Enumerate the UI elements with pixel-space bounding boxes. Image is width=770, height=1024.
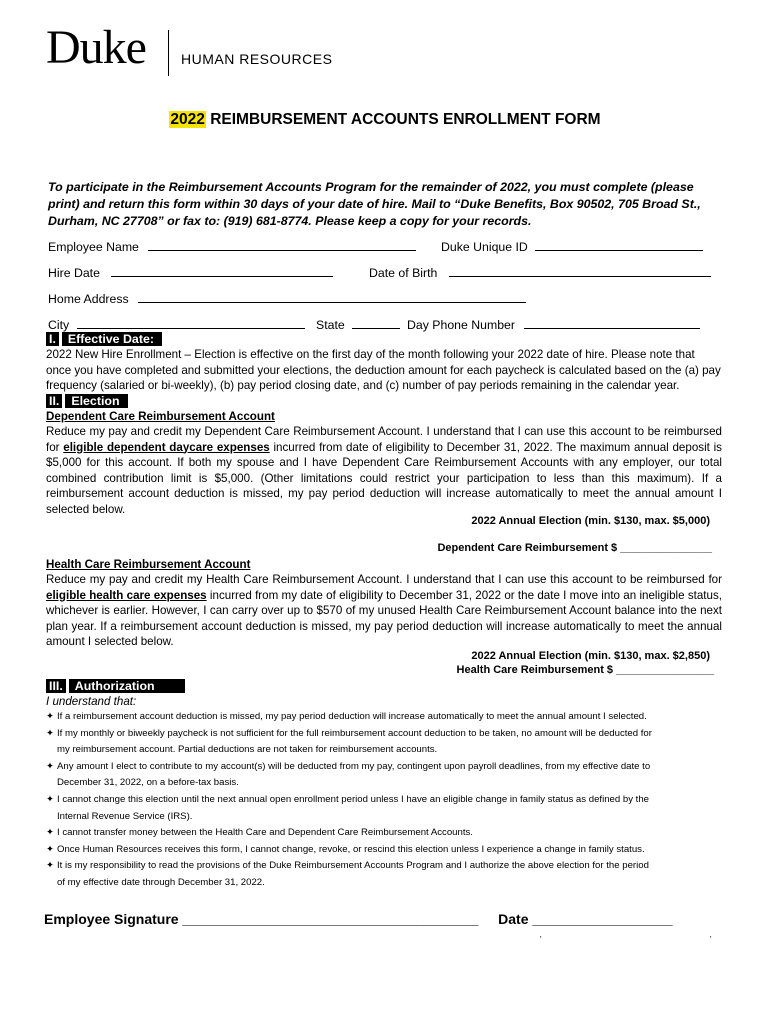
dependent-care-text-b: incurred from date of eligibility to December 31, 2022. The maximum annual deposit is $5,000 for this account. If both my spouse and I have Dependent Care Reimbursement Accounts with any employer, our total combined contribution limit is $5,000. (Other limitations could restrict your participation to less than this maximum). If a reimbursement account deduction is missed, my pay period deduction will increase automatically to meet the annual amount I selected below.	[46, 440, 722, 516]
state-field[interactable]	[352, 316, 400, 329]
authorization-intro: I understand that:	[46, 695, 137, 708]
health-annual-election: 2022 Annual Election (min. $130, max. $2,850)	[471, 650, 710, 662]
section-number: III.	[46, 679, 66, 693]
phone-row	[407, 316, 700, 333]
section-label: Effective Date:	[62, 332, 162, 346]
dependent-amount-field[interactable]: _______________	[620, 542, 712, 554]
section-number: II.	[46, 394, 62, 408]
employee-signature-label: Employee Signature	[44, 911, 179, 927]
list-item: ✦ If my monthly or biweekly paycheck is not sufficient for the full reimbursement account deduction to be taken, no amount will be deducted for my reimbursement account. Partial deductions are not taken for reimbursement accounts.	[46, 727, 652, 756]
date-label: Date	[498, 911, 529, 927]
health-amount-label: Health Care Reimbursement $	[456, 664, 614, 676]
phone-field[interactable]	[524, 316, 700, 329]
list-item: ✦ I cannot change this election until the next annual open enrollment period unless I have an eligible change in family status as defined by the Internal Revenue Service (IRS).	[46, 793, 650, 822]
section-effective-date-heading	[46, 332, 162, 346]
section-label: Election	[65, 394, 127, 408]
health-care-text-b: incurred from my date of eligibility to December 31, 2022 or the date I move into an ineligible status, whichever is earlier. However, I can carry over up to $570 of my unused Health Care Reimbursement Account balance into the next plan year. If a reimbursement account deduction is missed, my pay period deduction will increase automatically to meet the annual amount I selected below.	[46, 588, 722, 648]
list-item: ✦ If a reimbursement account deduction is missed, my pay period deduction will increase automatically to meet the annual amount I selected.	[46, 709, 721, 726]
dependent-annual-election: 2022 Annual Election (min. $130, max. $5,000)	[471, 515, 710, 527]
hire-date-field[interactable]	[111, 264, 333, 277]
city-field[interactable]	[77, 316, 305, 329]
star-bullet-icon: ✦	[46, 760, 55, 772]
star-bullet-icon: ✦	[46, 793, 55, 805]
employee-name-row	[48, 238, 416, 255]
dob-field[interactable]	[449, 264, 711, 277]
mark-dot: '	[540, 935, 542, 944]
health-amount-row	[457, 663, 714, 677]
star-bullet-icon: ✦	[46, 711, 55, 722]
dependent-amount-row	[437, 541, 712, 555]
logo-divider	[168, 30, 169, 76]
intro-instructions: To participate in the Reimbursement Accounts Program for the remainder of 2022, you must complete (please print) and return this form within 30 days of your date of hire. Mail to “Duke Benefits, Box 90502, 705 Broad St., Durham, NC 27708” or fax to: (919) 681-8774. Please keep a copy for your records.	[48, 180, 701, 228]
date-field[interactable]: __________________	[532, 911, 673, 927]
section-election-heading	[46, 394, 128, 408]
duke-id-field[interactable]	[535, 238, 703, 251]
section-label: Authorization	[69, 679, 185, 693]
dob-row	[369, 264, 711, 281]
dob-label: Date of Birth	[369, 266, 438, 280]
eligible-daycare-expenses-link[interactable]: eligible dependent daycare expenses	[63, 440, 270, 454]
home-address-label: Home Address	[48, 292, 129, 306]
dependent-care-heading: Dependent Care Reimbursement Account	[46, 410, 275, 423]
star-bullet-icon: ✦	[46, 860, 55, 872]
logo-subtitle: HUMAN RESOURCES	[181, 51, 333, 67]
list-item: ✦ I cannot transfer money between the Health Care and Dependent Care Reimbursement Accounts.	[46, 825, 721, 842]
dependent-care-text-a: Reduce my pay and credit my Dependent Care Reimbursement Account. I understand that I can use this account to be reimbursed for	[46, 425, 722, 454]
dependent-amount-label: Dependent Care Reimbursement $	[437, 542, 618, 554]
title-text: REIMBURSEMENT ACCOUNTS ENROLLMENT FORM	[210, 111, 601, 128]
list-item: ✦ Once Human Resources receives this form, I cannot change, revoke, or rescind this election unless I experience a change in family status.	[46, 842, 721, 859]
star-bullet-icon: ✦	[46, 827, 55, 839]
state-label: State	[316, 318, 345, 332]
hire-date-label: Hire Date	[48, 266, 100, 280]
duke-id-label: Duke Unique ID	[441, 240, 528, 254]
mark-dot: '	[710, 935, 712, 944]
star-bullet-icon: ✦	[46, 843, 55, 855]
phone-label: Day Phone Number	[407, 318, 515, 332]
employee-signature-field[interactable]: ______________________________________	[182, 911, 479, 927]
employee-name-label: Employee Name	[48, 240, 139, 254]
duke-logo: Duke	[46, 21, 146, 74]
dependent-care-text	[46, 424, 722, 517]
eligible-health-expenses-link[interactable]: eligible health care expenses	[46, 588, 207, 602]
hire-date-row	[48, 264, 333, 281]
employee-name-field[interactable]	[148, 238, 416, 251]
city-label: City	[48, 318, 70, 332]
list-item: ✦ Any amount I elect to contribute to my account(s) will be deducted from my pay, contingent upon payroll deadlines, from my effective date to December 31, 2022, on a before-tax basis.	[46, 760, 651, 789]
health-amount-field[interactable]: ________________	[616, 664, 714, 676]
title-year: 2022	[170, 111, 205, 128]
duke-id-row	[441, 238, 703, 255]
list-item: ✦ It is my responsibility to read the provisions of the Duke Reimbursement Accounts Program and I authorize the above election for the period of my effective date through December 31, 2022.	[46, 860, 649, 888]
health-care-text-a: Reduce my pay and credit my Health Care Reimbursement Account. I understand that I can use this account to be reimbursed for	[46, 573, 722, 586]
health-care-heading: Health Care Reimbursement Account	[46, 558, 251, 571]
home-address-field[interactable]	[138, 290, 526, 303]
signature-row	[44, 911, 673, 927]
authorization-bullet-list	[46, 709, 721, 892]
form-title	[0, 111, 770, 129]
section-authorization-heading	[46, 679, 185, 693]
section-number: I.	[46, 332, 59, 346]
health-care-text	[46, 572, 722, 650]
city-row	[48, 316, 305, 333]
state-row	[316, 316, 400, 333]
home-address-row	[48, 290, 526, 307]
star-bullet-icon: ✦	[46, 727, 55, 739]
effective-date-text: 2022 New Hire Enrollment – Election is effective on the first day of the month following your 2022 date of hire. Please note that once you have completed and submitted your elections, the deduction amount for each paycheck is calculated based on the (a) pay frequency (salaried or bi-weekly), (b) pay period closing date, and (c) number of pay periods remaining in the calendar year.	[46, 348, 721, 392]
